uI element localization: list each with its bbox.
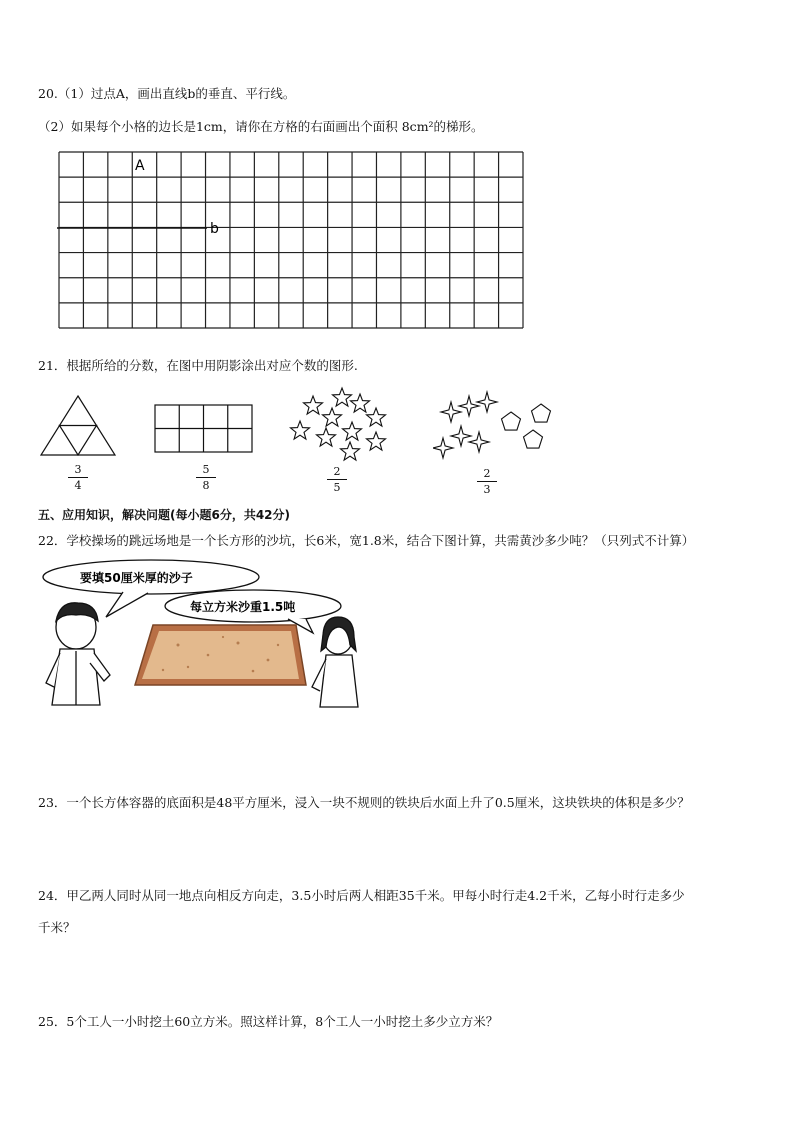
rectangle-grid-figure xyxy=(154,404,254,454)
pentagon xyxy=(502,412,521,430)
point-a-label: A xyxy=(135,158,145,174)
five-point-stars-figure xyxy=(288,386,388,466)
q21-text: 21．根据所给的分数，在图中用阴影涂出对应个数的图形. xyxy=(38,358,358,373)
fraction-3-4: 3 4 xyxy=(66,463,90,492)
q25-text: 25．5个工人一小时挖土60立方米。照这样计算，8个工人一小时挖土多少立方米？ xyxy=(38,1014,499,1029)
q24-line2: 千米？ xyxy=(38,920,76,935)
bubble1-text: 要填50厘米厚的沙子 xyxy=(80,571,193,585)
four-point-star xyxy=(441,402,461,422)
section-heading: 五、应用知识，解决问题(每小题6分，共42分) xyxy=(38,508,291,522)
girl-figure xyxy=(312,617,358,707)
four-point-star xyxy=(469,432,489,452)
five-point-star xyxy=(367,432,386,450)
five-point-star xyxy=(367,408,386,426)
sand-surface xyxy=(142,631,299,679)
sandpit-illustration xyxy=(38,555,378,710)
four-point-stars-pentagons-figure xyxy=(433,390,558,462)
square-grid xyxy=(57,150,527,332)
five-point-star xyxy=(341,442,360,460)
q22-text: 22．学校操场的跳远场地是一个长方形的沙坑，长6米，宽1.8米，结合下图计算，共需黄沙多少吨？（只列式不计算） xyxy=(38,533,695,548)
pentagon xyxy=(524,430,543,448)
four-point-star xyxy=(459,396,479,416)
fraction-2-3: 2 3 xyxy=(475,467,499,496)
q24-line1: 24．甲乙两人同时从同一地点向相反方向走，3.5小时后两人相距35千米。甲每小时行走4.2千米，乙每小时行走多少 xyxy=(38,888,685,903)
fraction-5-8: 5 8 xyxy=(194,463,218,492)
five-point-star xyxy=(291,421,310,439)
five-point-star xyxy=(323,408,342,426)
five-point-star xyxy=(317,428,336,446)
q20-part1: 20.（1）过点A，画出直线b的垂直、平行线。 xyxy=(38,86,296,101)
triangle-figure xyxy=(38,393,118,458)
five-point-star xyxy=(351,394,370,412)
line-b-label: b xyxy=(210,221,219,237)
four-point-star xyxy=(451,426,471,446)
five-point-star xyxy=(343,422,362,440)
four-point-star xyxy=(433,438,453,458)
five-point-star xyxy=(304,396,323,414)
four-point-star xyxy=(477,392,497,412)
pentagon xyxy=(532,404,551,422)
five-point-star xyxy=(333,388,352,406)
bubble2-text: 每立方米沙重1.5吨 xyxy=(190,600,296,614)
boy-figure xyxy=(46,603,110,705)
q20-part2: （2）如果每个小格的边长是1cm，请你在方格的右面画出个面积 8cm²的梯形。 xyxy=(38,119,484,134)
q23-text: 23．一个长方体容器的底面积是48平方厘米，浸入一块不规则的铁块后水面上升了0.5厘米，这块铁块的体积是多少？ xyxy=(38,795,690,810)
fraction-2-5: 2 5 xyxy=(325,465,349,494)
